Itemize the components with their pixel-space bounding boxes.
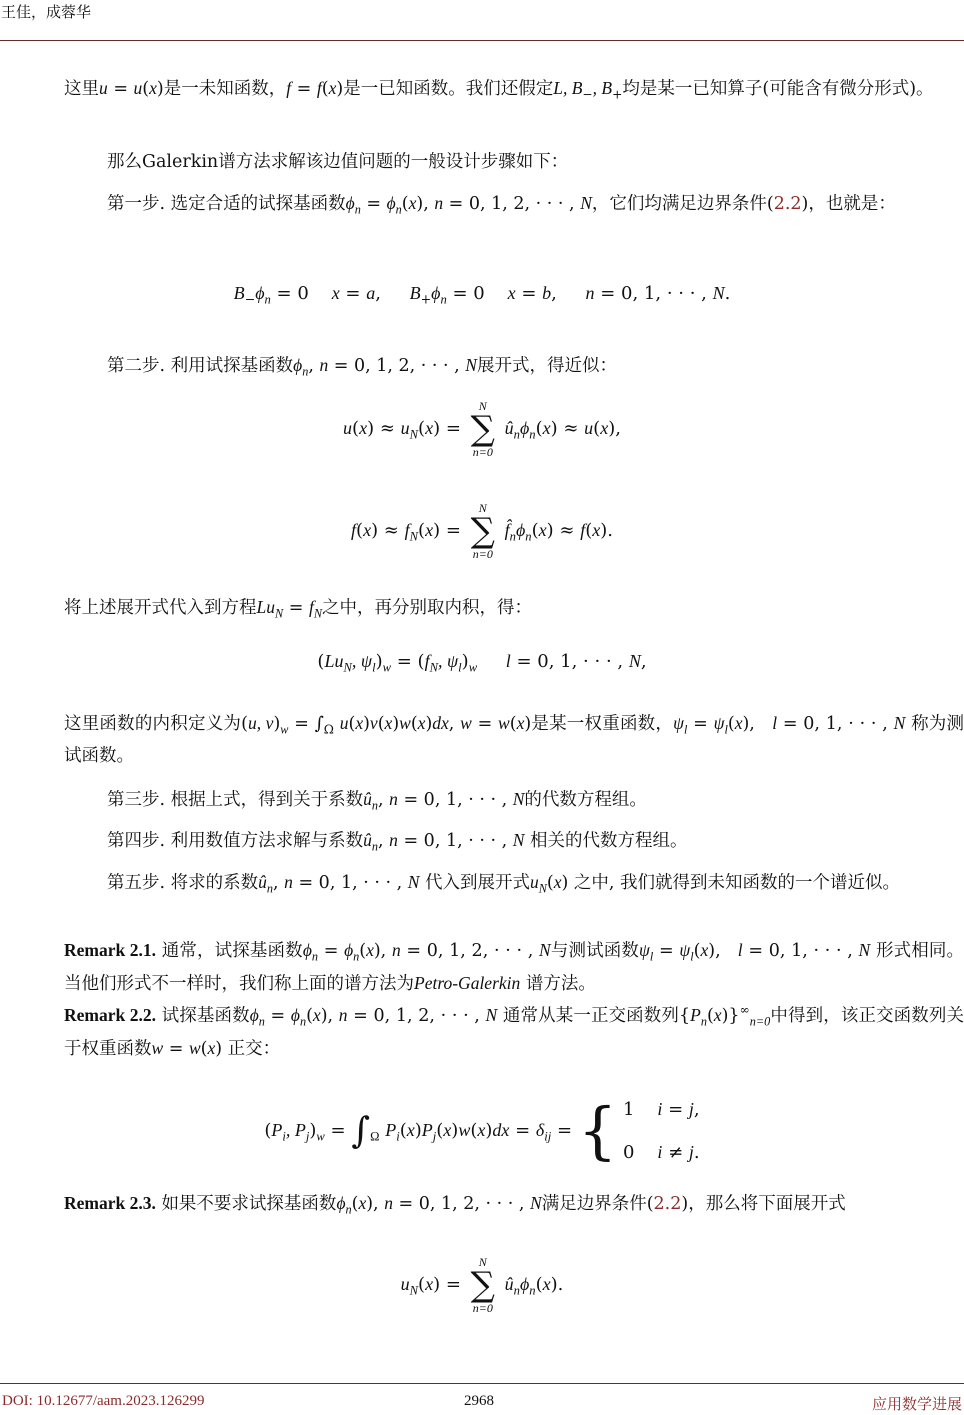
remark-2-2: Remark 2.2. 试探基函数$\phi_n = \phi_n(x)$, n = 0, 1, 2, · · · , N 通常从某一正交函数列$\{P_n(x)\}^\infty_{n=0}$中得到，该正交函数列关于权重函数w = w(x) 正交： <box>64 1003 964 1059</box>
paragraph-inner-product-def: 这里函数的内积定义为(u, $v)_w = \int_\Omega$ u(x)v(x)w(x)dx, w = w(x)是某一权重函数，$\psi_l = \psi_l(x)$, l = 0, 1, · · · , N 称为测试函数。 <box>64 713 964 766</box>
paragraph-step-2: 第二步. 利用试探基函数$\phi_n$, n = 0, 1, 2, · · · , N展开式，得近似： <box>107 355 617 379</box>
paragraph-substitute: 将上述展开式代入到方程$Lu_N = f_N$之中，再分别取内积，得： <box>64 597 532 621</box>
equation-f-expansion: $f(x) \approx f_N(x)$ = N ∑ n=0 $f̂_n\phi_n(x) \approx f(x)$. <box>351 501 613 561</box>
equation-boundary: $B_-\phi_n = 0$ x = a, $B_+\phi_n = 0$ x = b, n = 0, 1, · · · , N. <box>233 283 731 307</box>
doi-link[interactable]: DOI: 10.12677/aam.2023.126299 <box>2 1393 205 1409</box>
page-footer <box>0 1383 964 1415</box>
equation-u-expansion: $u(x) \approx u_N(x)$ = N ∑ n=0 $û_n\phi_n(x) \approx u(x)$, <box>343 399 621 459</box>
paragraph-unknown-function: 这里u = u(x)是一未知函数，f = f(x)是一已知函数。我们还假定L, $B_-$, $B_+$均是某一已知算子(可能含有微分形式)。 <box>64 78 934 102</box>
paragraph-step-3: 第三步. 根据上式，得到关于系数$û_n$, n = 0, 1, · · · , N的代数方程组。 <box>107 789 647 813</box>
running-header <box>0 0 964 41</box>
equation-inner-product: ($Lu_N$, $\psi_l)_w = (f_N$, $\psi_l)_w$ l = 0, 1, · · · , N, <box>317 651 647 675</box>
remark-2-1: Remark 2.1. 通常，试探基函数$\phi_n = \phi_n(x)$, n = 0, 1, 2, · · · , N与测试函数$\psi_l = \psi_l(x)$, l = 0, 1, · · · , N 形式相同。当他们形式不一样时，我们称上面的谱方法为Petro-Galerkin 谱方法。 <box>64 940 964 994</box>
paragraph-step-1: 第一步. 选定合适的试探基函数$\phi_n = \phi_n(x)$, n = 0, 1, 2, · · · , N，它们均满足边界条件(2.2)，也就是： <box>107 193 896 217</box>
remark-2-3: Remark 2.3. 如果不要求试探基函数$\phi_n(x)$, n = 0, 1, 2, · · · , N满足边界条件(2.2)，那么将下面展开式 <box>64 1193 846 1217</box>
equation-u-N: $u_N(x)$ = N ∑ n=0 $û_n\phi_n(x)$. <box>400 1255 564 1315</box>
paragraph-step-5: 第五步. 将求的系数$û_n$, n = 0, 1, · · · , N 代入到展开式$u_N(x)$ 之中, 我们就得到未知函数的一个谱近似。 <box>107 872 901 896</box>
paragraph-step-4: 第四步. 利用数值方法求解与系数$û_n$, n = 0, 1, · · · , N 相关的代数方程组。 <box>107 830 688 854</box>
page-number: 2968 <box>464 1393 494 1409</box>
equation-orthogonality: ($P_i$, $P_j)_w = \int_\Omega$ $P_i(x)P_j(x)w(x)dx = \delta_{ij}$ = { 1 i = j, 0 i ≠ j. <box>264 1094 700 1167</box>
paragraph-galerkin-intro: 那么Galerkin谱方法求解该边值问题的一般设计步骤如下： <box>107 152 569 172</box>
journal-name[interactable]: 应用数学进展 <box>871 1395 962 1413</box>
equation-ref[interactable]: 2.2 <box>773 194 802 214</box>
header-authors: 王佳，成蓉华 <box>1 3 92 21</box>
equation-ref[interactable]: 2.2 <box>653 1194 682 1214</box>
